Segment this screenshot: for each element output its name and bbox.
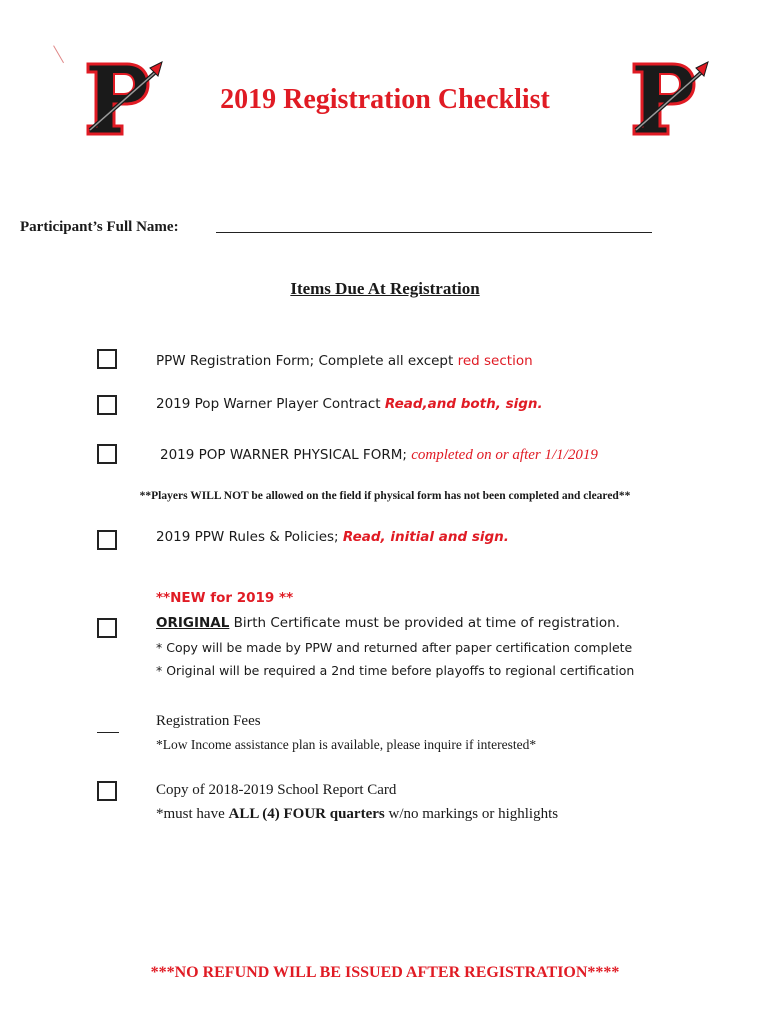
item-red-text: red section <box>457 353 533 369</box>
checkbox-birth-certificate[interactable] <box>97 618 117 638</box>
item-red-text: completed on or after 1/1/2019 <box>411 447 598 463</box>
checkbox-rules-policies[interactable] <box>97 530 117 550</box>
checkbox-registration-form[interactable] <box>97 349 117 369</box>
fees-note: *Low Income assistance plan is available, please inquire if interested* <box>156 737 537 752</box>
checkbox-physical-form[interactable] <box>97 444 117 464</box>
section-heading: Items Due At Registration <box>290 279 480 298</box>
note-bold: ALL (4) FOUR quarters <box>228 806 385 822</box>
item-rules-policies <box>156 529 509 545</box>
item-text: 2019 PPW Rules & Policies; <box>156 529 343 545</box>
name-input-line[interactable] <box>216 232 652 233</box>
item-report-card: Copy of 2018-2019 School Report Card <box>156 782 397 798</box>
note-pre: *must have <box>156 806 229 822</box>
new-label: **NEW for 2019 ** <box>156 590 294 606</box>
item-physical-form <box>160 447 598 464</box>
report-note <box>156 806 558 823</box>
checkbox-report-card[interactable] <box>97 781 117 801</box>
item-text: 2019 Pop Warner Player Contract <box>156 396 385 412</box>
no-refund-notice: ***NO REFUND WILL BE ISSUED AFTER REGISTRATION**** <box>150 964 620 981</box>
item-text: 2019 POP WARNER PHYSICAL FORM; <box>160 447 412 463</box>
original-label: ORIGINAL <box>156 615 230 631</box>
birth-note-1: * Copy will be made by PPW and returned after paper certification complete <box>156 640 633 655</box>
item-red-text: Read, initial and sign. <box>342 529 509 545</box>
item-registration-fees: Registration Fees <box>156 713 261 729</box>
page-title: 2019 Registration Checklist <box>220 84 550 115</box>
item-birth-certificate <box>156 615 620 631</box>
logo-right <box>630 60 710 138</box>
physical-warning: **Players WILL NOT be allowed on the field if physical form has not been completed and cleared** <box>139 490 631 502</box>
stray-mark <box>53 45 65 63</box>
name-label: Participant’s Full Name: <box>20 219 179 235</box>
item-red-text: Read,and both, sign. <box>384 396 543 412</box>
item-player-contract <box>156 396 543 412</box>
checkbox-player-contract[interactable] <box>97 395 117 415</box>
item-registration-form <box>156 353 533 369</box>
note-post: w/no markings or highlights <box>384 806 559 822</box>
item-text: PPW Registration Form; Complete all except <box>156 353 458 369</box>
fees-check-line[interactable] <box>97 732 119 733</box>
birth-note-2: * Original will be required a 2nd time before playoffs to regional certification <box>156 663 635 678</box>
item-text: Birth Certificate must be provided at time of registration. <box>229 615 620 631</box>
